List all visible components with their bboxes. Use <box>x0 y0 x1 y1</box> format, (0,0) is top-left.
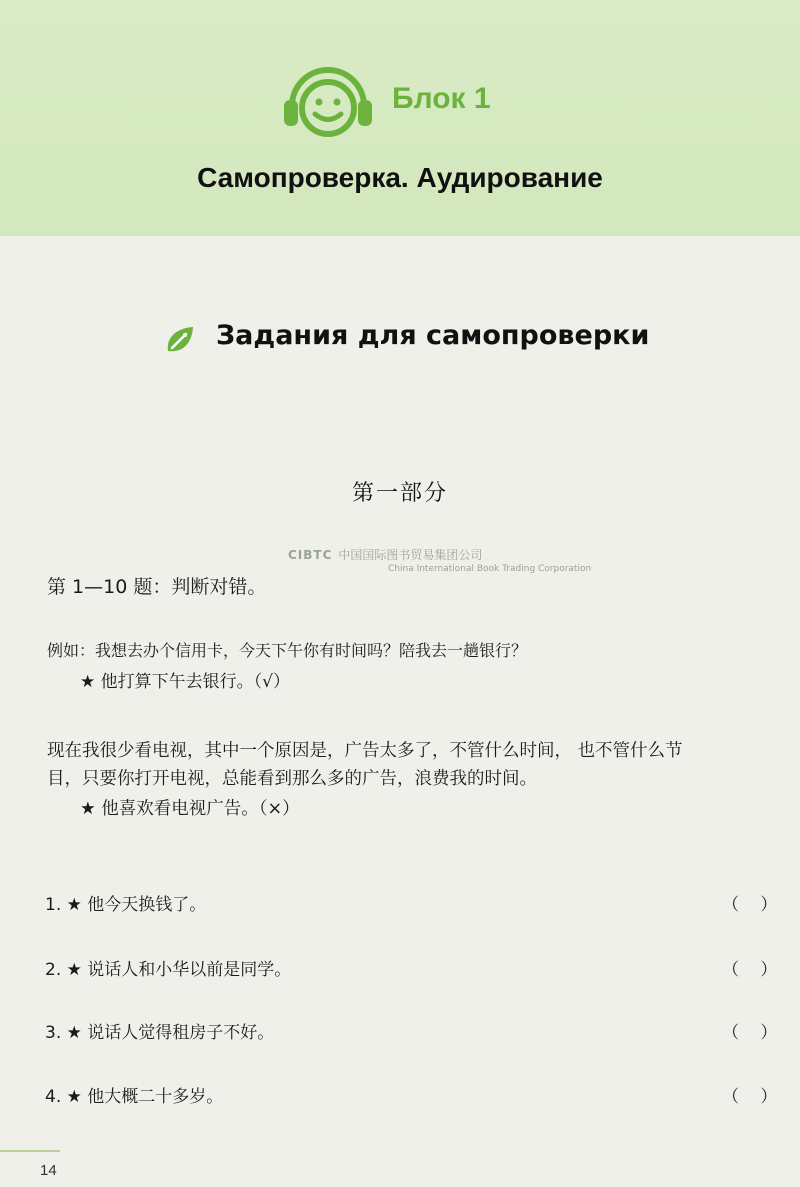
example-2-line-1: 现在我很少看电视，其中一个原因是，广告太多了，不管什么时间， 也不管什么节 <box>47 741 683 761</box>
watermark-brand: CIBTC <box>288 548 333 562</box>
answer-blank: （ ） <box>722 1087 786 1107</box>
answer-blank: （ ） <box>722 960 786 980</box>
header-band <box>0 0 800 236</box>
question-item: 1. ★ 他今天换钱了。 <box>45 895 207 915</box>
example-2-line-2: 目，只要你打开电视，总能看到那么多的广告，浪费我的时间。 <box>47 769 537 789</box>
answer-blank: （ ） <box>722 1023 786 1043</box>
watermark-en: China International Book Trading Corporation <box>388 564 592 574</box>
leaf-pen-icon <box>163 323 197 357</box>
watermark-cn: 中国国际图书贸易集团公司 <box>338 548 483 562</box>
watermark <box>288 546 592 574</box>
instruction: 第 1—10 题：判断对错。 <box>47 576 267 598</box>
smiley-headphones-icon <box>278 62 378 142</box>
question-item: 4. ★ 他大概二十多岁。 <box>45 1087 224 1107</box>
section-title: Задания для самопроверки <box>216 320 650 351</box>
answer-blank: （ ） <box>722 895 786 915</box>
block-title: Блок 1 <box>392 82 491 115</box>
question-item: 3. ★ 说话人觉得租房子不好。 <box>45 1023 275 1043</box>
example-1-statement: ★ 他打算下午去银行。（√） <box>80 672 290 692</box>
example-1-dialogue: 例如：我想去办个信用卡，今天下午你有时间吗？陪我去一趟银行？ <box>47 641 528 660</box>
footer-divider <box>0 1150 60 1152</box>
page-title: Самопроверка. Аудирование <box>197 162 603 193</box>
page-number: 14 <box>40 1162 57 1179</box>
part-title: 第一部分 <box>351 481 448 506</box>
example-2-statement: ★ 他喜欢看电视广告。（×） <box>80 799 300 819</box>
question-item: 2. ★ 说话人和小华以前是同学。 <box>45 960 292 980</box>
